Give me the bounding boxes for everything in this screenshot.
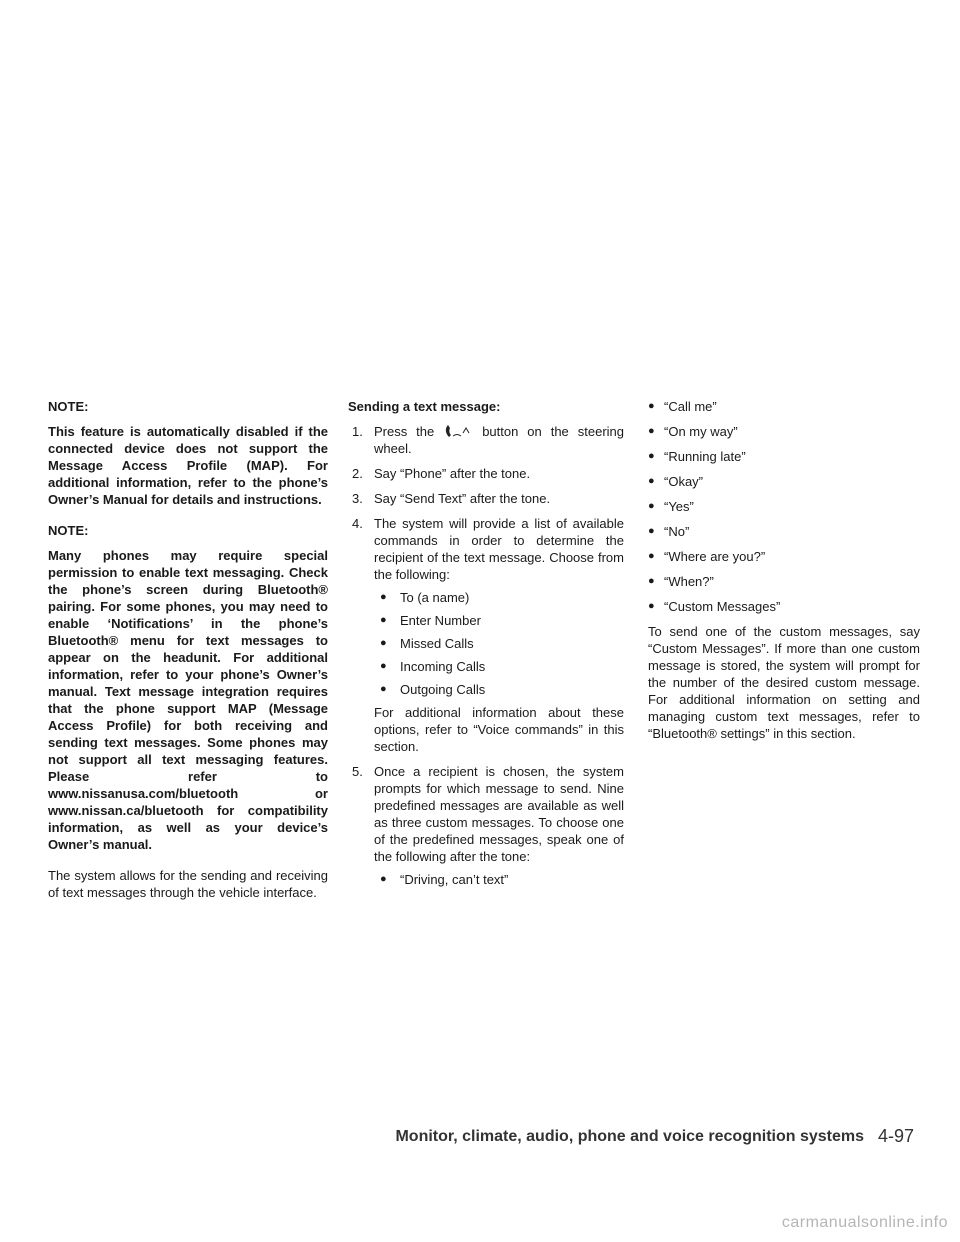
- recipient-options-list: [374, 589, 624, 698]
- body-paragraph: The system allows for the sending and receiving of text messages through the vehicle interface.: [48, 868, 328, 900]
- list-item: ● “Okay”: [648, 474, 703, 489]
- bullet-icon: ●: [380, 614, 387, 626]
- step-item: [348, 490, 624, 507]
- watermark-text: carmanualsonline.info: [781, 1214, 948, 1231]
- footer-section-title: Monitor, climate, audio, phone and voice recognition systems: [395, 1128, 864, 1145]
- note-heading: NOTE:: [48, 523, 89, 538]
- left-column: [48, 398, 328, 909]
- phone-talk-icon: [443, 424, 473, 438]
- step-number: 4.: [352, 516, 363, 531]
- bullet-icon: ●: [380, 873, 387, 885]
- bullet-icon: ●: [648, 575, 655, 587]
- step-item: [348, 515, 624, 755]
- body-paragraph: To send one of the custom messages, say “Custom Messages”. If more than one custom message is stored, the system will prompt for the number of the desired custom message. For additional information on setting and managing custom text messages, refer to “Bluetooth® settings” in this section.: [648, 624, 920, 741]
- note-heading: NOTE:: [48, 399, 89, 414]
- list-item: ● “Where are you?”: [648, 549, 766, 564]
- bullet-icon: ●: [648, 400, 655, 412]
- bullet-icon: ●: [380, 660, 387, 672]
- step-number: 5.: [352, 764, 363, 779]
- middle-column: [348, 398, 624, 896]
- step-number: 2.: [352, 466, 363, 481]
- message-options-list: [374, 871, 624, 888]
- body-paragraph: For additional information about these options, refer to “Voice commands” in this section.: [374, 705, 624, 754]
- bullet-icon: ●: [380, 591, 387, 603]
- steps-list: [348, 423, 624, 888]
- message-options-list: [648, 398, 920, 615]
- bullet-icon: ●: [648, 550, 655, 562]
- note-text: Many phones may require special permission to enable text messaging. Check the phone’s screen during Bluetooth® pairing. For some phones, you may need to enable ‘Notifications’ in the phone’s Bluetooth® menu for text messages to appear on the headunit. For additional information, refer to your phone’s Owner’s manual. Text message integration requires that the phone support MAP (Message Access Profile) for both receiving and sending text messages. Some phones may not support all text messaging features. Please refer to www.nissanusa.com/bluetooth or www.nissan.ca/bluetooth for compatibility information, as well as your device’s Owner’s manual.: [48, 548, 328, 852]
- list-item: ● “Driving, can’t text”: [380, 872, 509, 887]
- step-text: Say “Send Text” after the tone.: [374, 491, 551, 506]
- list-item: ● “Running late”: [648, 449, 746, 464]
- step-text: button on the steering wheel.: [374, 424, 624, 456]
- bullet-icon: ●: [648, 475, 655, 487]
- list-item: ● Missed Calls: [380, 636, 474, 651]
- list-item: ● “Call me”: [648, 399, 717, 414]
- bullet-icon: ●: [380, 683, 387, 695]
- step-text: Press the: [374, 424, 435, 439]
- step-text: Once a recipient is chosen, the system prompts for which message to send. Nine predefined messages are available as well as three custom messages. To choose one of the predefined messages, speak one of the following after the tone:: [374, 764, 624, 864]
- page-footer: [0, 1128, 960, 1152]
- list-item: ● “No”: [648, 524, 690, 539]
- bullet-icon: ●: [648, 525, 655, 537]
- bullet-icon: ●: [648, 450, 655, 462]
- step-item: [348, 763, 624, 888]
- bullet-icon: ●: [648, 425, 655, 437]
- bullet-icon: ●: [648, 600, 655, 612]
- list-item: ● “On my way”: [648, 424, 738, 439]
- list-item: ● Outgoing Calls: [380, 682, 486, 697]
- step-number: 1.: [352, 424, 363, 439]
- step-item: [348, 465, 624, 482]
- step-item: [348, 423, 624, 457]
- step-text: Say “Phone” after the tone.: [374, 466, 531, 481]
- right-column: [648, 398, 920, 750]
- list-item: ● “Yes”: [648, 499, 694, 514]
- list-item: ● Incoming Calls: [380, 659, 486, 674]
- page-number: 4-97: [877, 1126, 914, 1146]
- step-text: The system will provide a list of available commands in order to determine the recipient of the text message. Choose from the following:: [374, 516, 624, 582]
- section-heading: Sending a text message:: [348, 399, 501, 414]
- step-number: 3.: [352, 491, 363, 506]
- list-item: ● Enter Number: [380, 613, 481, 628]
- bullet-icon: ●: [648, 500, 655, 512]
- list-item: ● “Custom Messages”: [648, 599, 781, 614]
- list-item: ● “When?”: [648, 574, 714, 589]
- note-text: This feature is automatically disabled if the connected device does not support the Message Access Profile (MAP). For additional information, refer to the phone’s Owner’s Manual for details and instructions.: [48, 424, 328, 507]
- list-item: ● To (a name): [380, 590, 470, 605]
- bullet-icon: ●: [380, 637, 387, 649]
